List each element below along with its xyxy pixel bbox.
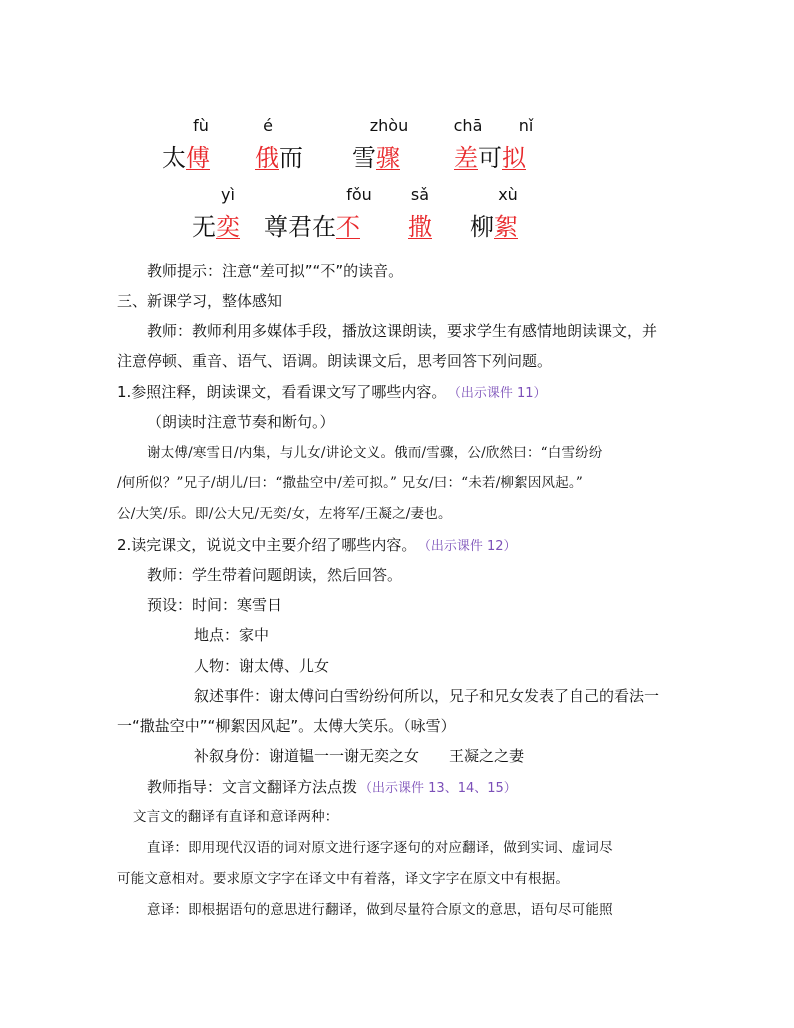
teacher-tip: 教师提示：注意“差可拟”“不”的读音。 <box>147 262 404 280</box>
teacher-guide: 教师指导：文言文翻译方法点拨 （出示课件 13、14、15） <box>147 778 517 796</box>
courseware-ref: （出示课件 12） <box>424 539 517 554</box>
pinyin: é <box>263 116 273 135</box>
hanzi-phrase <box>408 207 432 242</box>
courseware-ref: （出示课件 13、14、15） <box>359 781 517 796</box>
pinyin: zhòu <box>369 116 409 135</box>
paragraph-line: 地点：家中 <box>194 626 270 644</box>
pinyin: chā <box>453 116 483 135</box>
paragraph-line: 可能文意相对。要求原文字字在译文中有着落，译文字字在原文中有根据。 <box>117 871 570 887</box>
paragraph-line: 人物：谢太傅、儿女 <box>194 657 330 675</box>
marked-char: 撒 <box>408 213 432 241</box>
classical-text-line: 公/大笑/乐。即/公大兄/无奕/女，左将军/王凝之/妻也。 <box>117 506 452 522</box>
pinyin: fù <box>193 116 209 135</box>
paragraph-line: 直译：即用现代汉语的词对原文进行逐字逐句的对应翻译，做到实词、虚词尽 <box>147 840 613 856</box>
paragraph-line: 预设：时间：寒雪日 <box>147 596 283 614</box>
marked-char: 奕 <box>216 213 240 241</box>
marked-char: 不 <box>336 213 360 241</box>
paragraph-line: 注意停顿、重音、语气、语调。朗读课文后，思考回答下列问题。 <box>117 352 553 370</box>
pinyin: xù <box>498 185 518 204</box>
marked-char: 差 <box>454 144 478 172</box>
paragraph-line: 教师：学生带着问题朗读，然后回答。 <box>147 566 403 584</box>
hanzi-phrase: 俄而 <box>255 144 303 172</box>
pinyin: sǎ <box>410 185 430 204</box>
hanzi-phrase: 雪骤 <box>352 144 400 172</box>
translation-intro: 文言文的翻译有直译和意译两种： <box>133 809 339 825</box>
marked-char: 絮 <box>494 213 518 241</box>
marked-char: 傅 <box>186 144 210 172</box>
hanzi-phrase: 太傅 <box>162 144 210 172</box>
paragraph-line: 一“撒盐空中”“柳絮因风起”。太傅大笑乐。（咏雪） <box>117 717 456 735</box>
hanzi-phrase: 柳絮 <box>470 213 518 241</box>
pinyin: yì <box>221 185 235 204</box>
hanzi-phrase: 无奕 <box>192 213 240 241</box>
marked-char: 骤 <box>376 144 400 172</box>
classical-text-line: /何所似？”兄子/胡儿/曰：“撒盐空中/差可拟。” 兄女/曰：“未若/柳絮因风起。” <box>117 475 583 491</box>
pinyin: nǐ <box>518 116 534 135</box>
hanzi-phrase: 差可拟 <box>454 144 526 172</box>
classical-text-line: 谢太傅/寒雪日/内集，与儿女/讲论文义。俄而/雪骤，公/欣然曰：“白雪纷纷 <box>147 445 603 461</box>
question-1: 1.参照注释，朗读课文，看看课文写了哪些内容。 （出示课件 11） <box>117 383 547 401</box>
paragraph-line: 意译：即根据语句的意思进行翻译，做到尽量符合原文的意思，语句尽可能照 <box>147 902 613 918</box>
paragraph-line: 补叙身份：谢道韫一一谢无奕之女 王凝之之妻 <box>194 747 525 765</box>
hanzi-phrase: 尊君在不 <box>264 213 360 241</box>
pinyin: fǒu <box>346 185 372 204</box>
paragraph-line: 叙述事件：谢太傅问白雪纷纷何所以，兄子和兄女发表了自己的看法一 <box>194 687 660 705</box>
marked-char: 俄 <box>255 144 279 172</box>
marked-char: 拟 <box>502 144 526 172</box>
section-heading: 三、新课学习，整体感知 <box>117 292 283 310</box>
question-2: 2.读完课文，说说文中主要介绍了哪些内容。 （出示课件 12） <box>117 536 517 554</box>
paragraph-line: 教师：教师利用多媒体手段，播放这课朗读，要求学生有感情地朗读课文，并 <box>147 322 658 340</box>
courseware-ref: （出示课件 11） <box>454 386 547 401</box>
paragraph-line: （朗读时注意节奏和断句。） <box>147 413 335 431</box>
